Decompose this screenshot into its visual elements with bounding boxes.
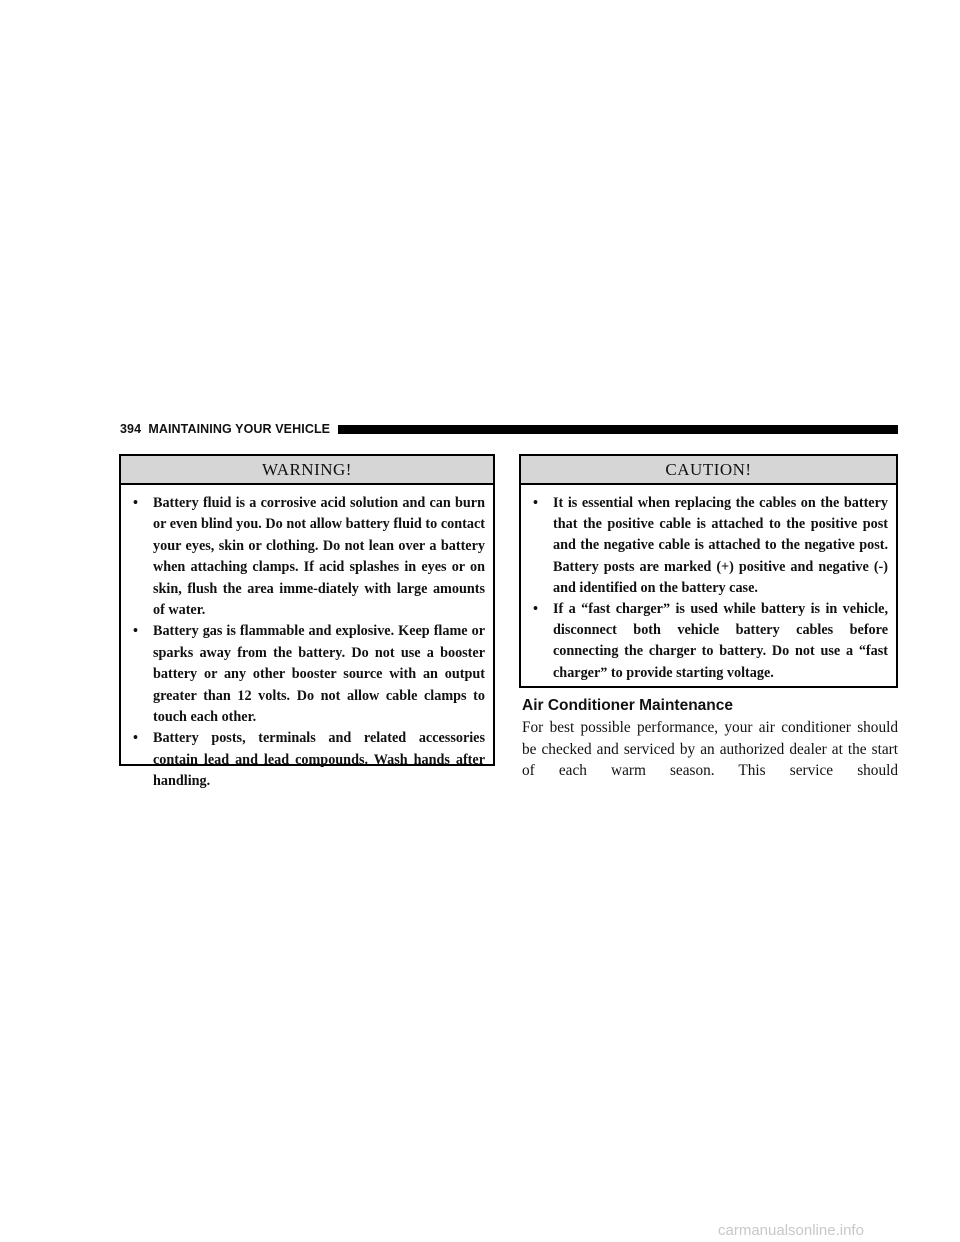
- warning-item: [133, 493, 485, 621]
- watermark: carmanualsonline.info: [718, 1222, 864, 1239]
- header-rule: [338, 425, 898, 434]
- ac-maintenance-heading: Air Conditioner Maintenance: [522, 697, 733, 714]
- warning-title: WARNING!: [121, 456, 493, 485]
- bullet-icon: •: [133, 730, 138, 747]
- bullet-icon: •: [533, 601, 538, 618]
- page-number: 394: [120, 422, 142, 436]
- warning-item-text: Battery posts, terminals and related accessories contain lead and lead compounds. Wash hands after handling.: [153, 730, 485, 790]
- caution-item: [533, 599, 888, 684]
- warning-box: [119, 454, 495, 790]
- page-header-text: [120, 422, 338, 436]
- page-header: [120, 421, 898, 437]
- warning-item-text: Battery fluid is a corrosive acid solution and can burn or even blind you. Do not allow battery fluid to contact your eyes, skin or clothing. Do not lean over a battery when attaching clamps. If acid splashes in eyes or on skin, flush the area imme-diately with large amounts of water.: [153, 495, 485, 619]
- caution-title: CAUTION!: [521, 456, 896, 485]
- ac-maintenance-body: For best possible performance, your air conditioner should be checked and serviced by an authorized dealer at the start of each warm season. This service should: [522, 719, 898, 779]
- warning-list: [121, 485, 493, 793]
- section-title: MAINTAINING YOUR VEHICLE: [148, 422, 331, 436]
- bullet-icon: •: [133, 495, 138, 511]
- caution-item-text: If a “fast charger” is used while battery is in vehicle, disconnect both vehicle battery cables before connecting the charger to battery. Do not use a “fast charger” to provide starting voltage.: [553, 601, 888, 681]
- caution-box: [519, 454, 898, 688]
- warning-item: [133, 728, 485, 792]
- caution-item: [533, 493, 888, 599]
- warning-item: [133, 621, 485, 728]
- warning-item-text: Battery gas is flammable and explosive. Keep flame or sparks away from the battery. Do not use a booster battery or any other booster source with an output greater than 12 volts. Do not allow cable clamps to touch each other.: [153, 623, 485, 726]
- caution-item-text: It is essential when replacing the cables on the battery that the positive cable is attached to the positive post and the negative cable is attached to the negative post. Battery posts are marked (+) positive and negative (-) and identified on the battery case.: [553, 495, 888, 596]
- bullet-icon: •: [133, 623, 138, 640]
- bullet-icon: •: [533, 495, 538, 511]
- caution-list: [521, 485, 896, 684]
